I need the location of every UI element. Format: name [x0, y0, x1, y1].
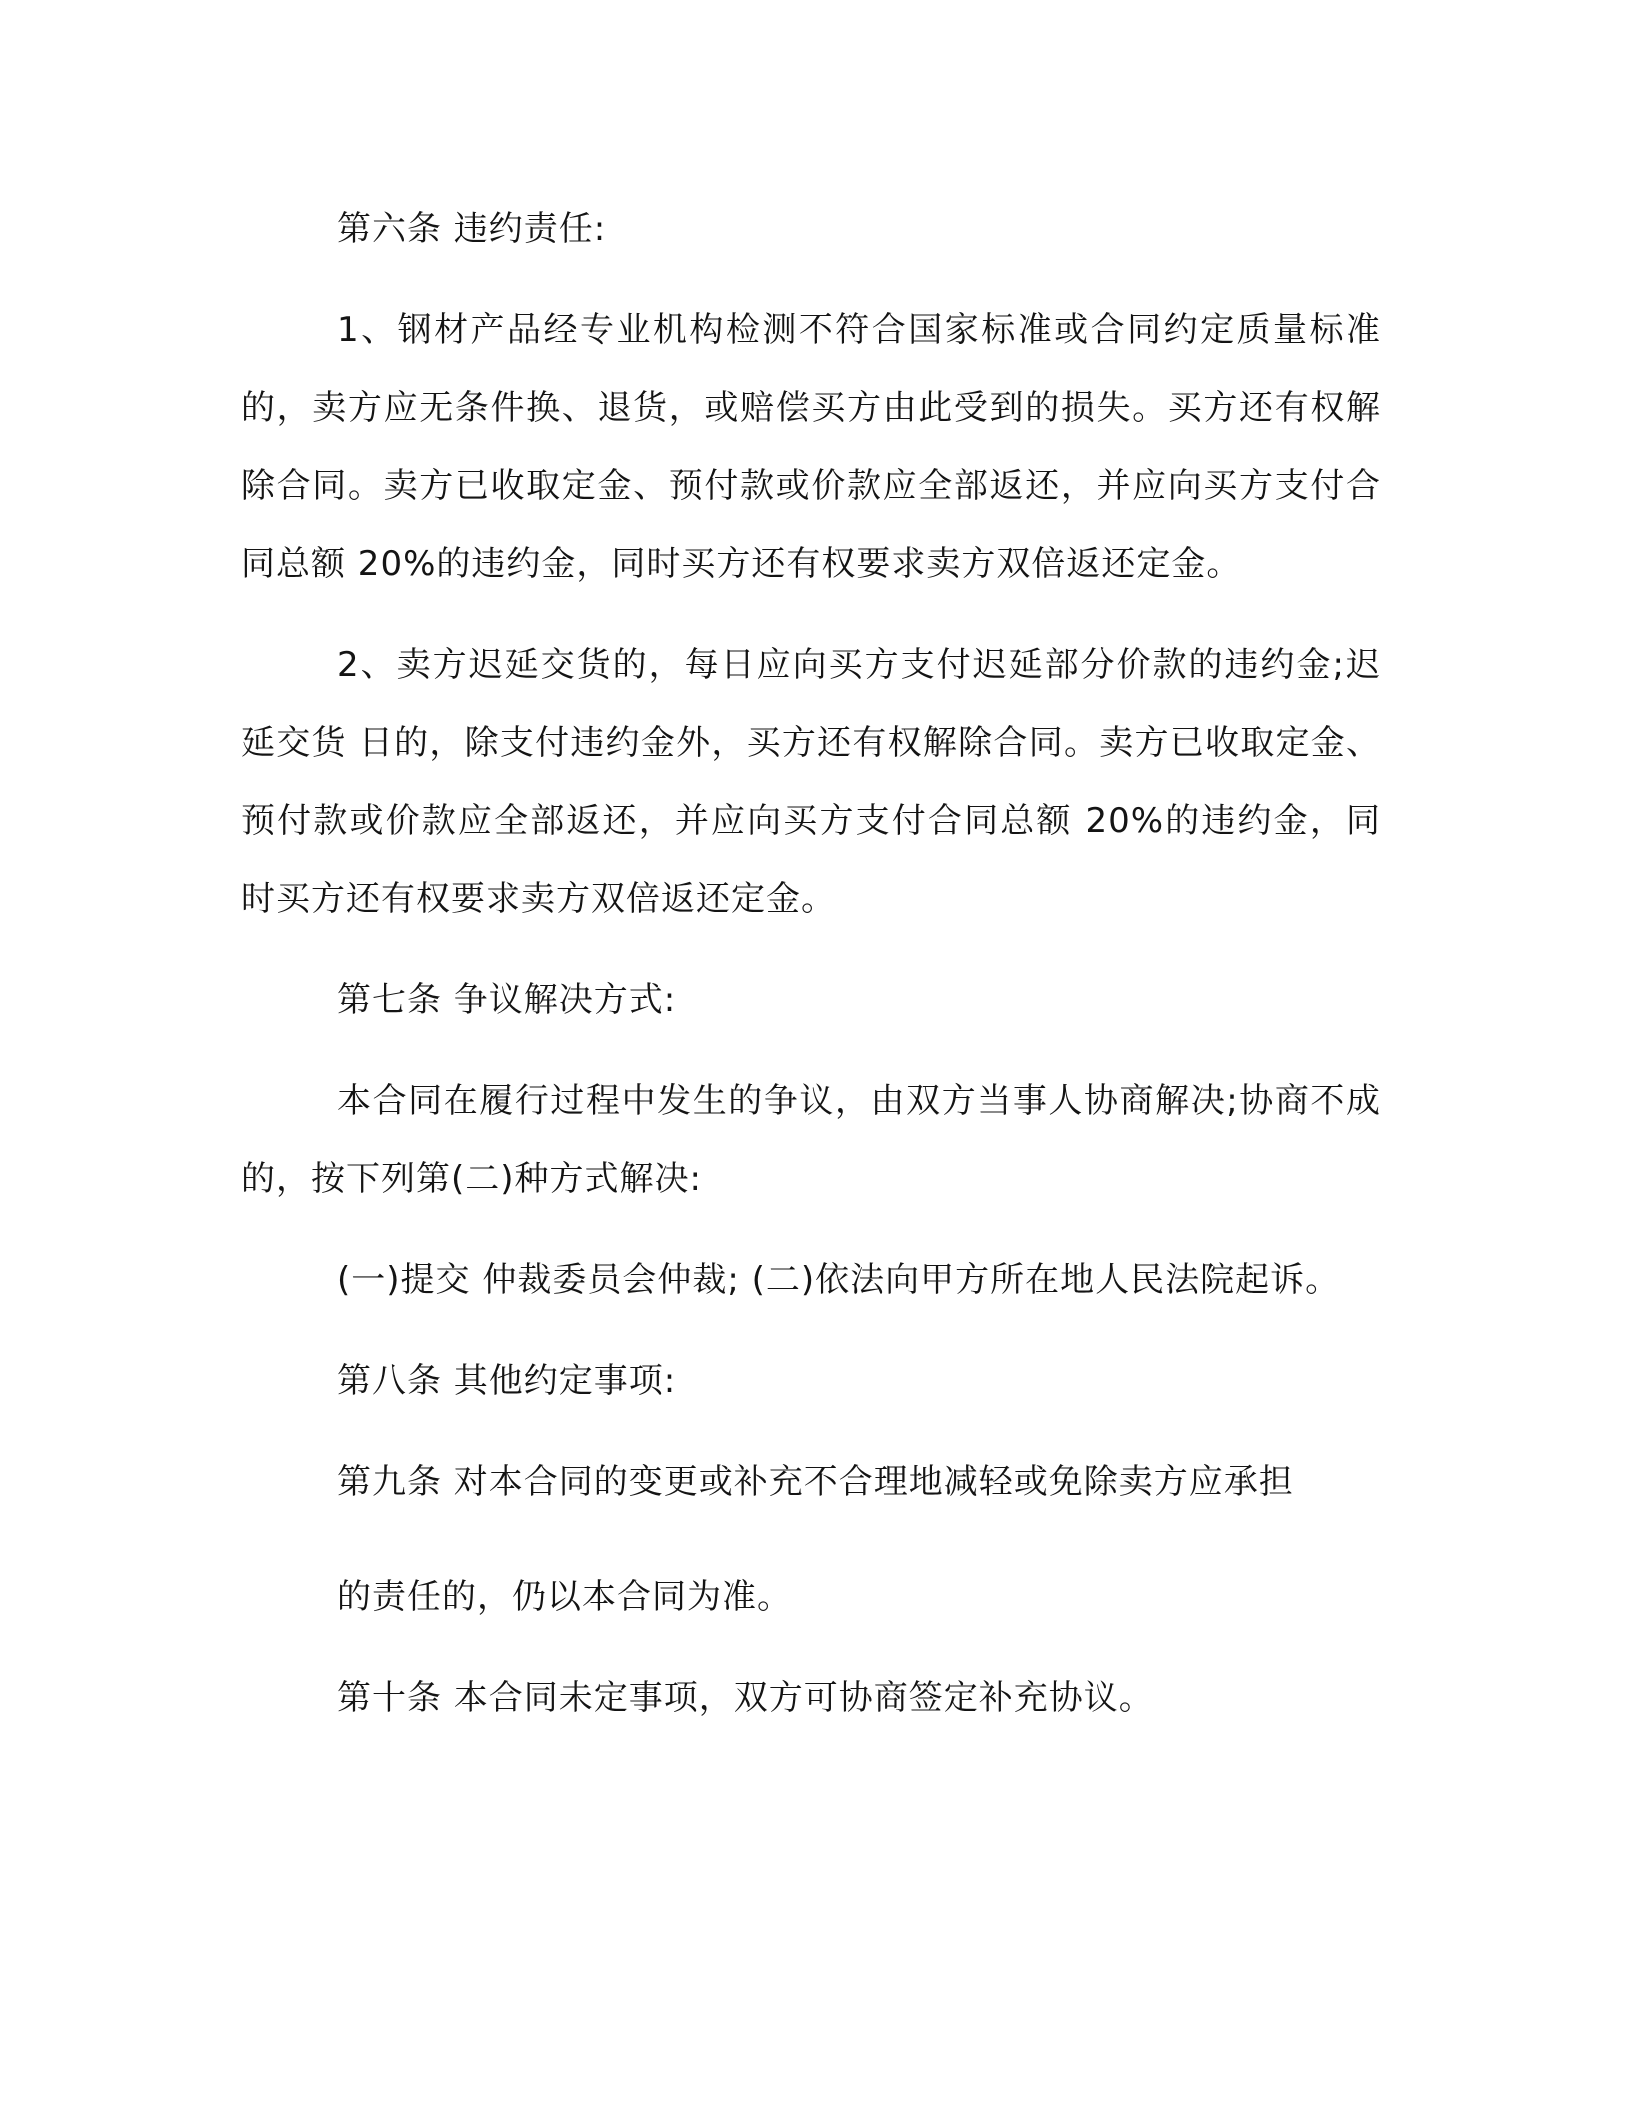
document-body: [241, 190, 1381, 1760]
article-6-item-2: 2、卖方迟延交货的，每日应向买方支付迟延部分价款的违约金;迟延交货 日的，除支付违约金外，买方还有权解除合同。卖方已收取定金、预付款或价款应全部返还，并应向买方支付合同总额 20%的违约金，同时买方还有权要求卖方双倍返还定金。: [241, 645, 1381, 919]
article-10: 第十条 本合同未定事项，双方可协商签定补充协议。: [337, 1678, 1154, 1718]
article-8-title: 第八条 其他约定事项:: [337, 1361, 677, 1401]
article-7-options: (一)提交 仲裁委员会仲裁; (二)依法向甲方所在地人民法院起诉。: [337, 1260, 1341, 1300]
article-7-title: 第七条 争议解决方式:: [337, 980, 677, 1020]
article-7-body: 本合同在履行过程中发生的争议，由双方当事人协商解决;协商不成的，按下列第(二)种方式解决:: [241, 1081, 1381, 1199]
article-6-title: 第六条 违约责任:: [337, 209, 607, 249]
article-9-line-2: 的责任的，仍以本合同为准。: [337, 1577, 792, 1617]
article-9-line-1: 第九条 对本合同的变更或补充不合理地减轻或免除卖方应承担: [337, 1462, 1294, 1502]
article-6-item-1: 1、钢材产品经专业机构检测不符合国家标准或合同约定质量标准的，卖方应无条件换、退货，或赔偿买方由此受到的损失。买方还有权解除合同。卖方已收取定金、预付款或价款应全部返还，并应向买方支付合同总额 20%的违约金，同时买方还有权要求卖方双倍返还定金。: [241, 310, 1381, 584]
